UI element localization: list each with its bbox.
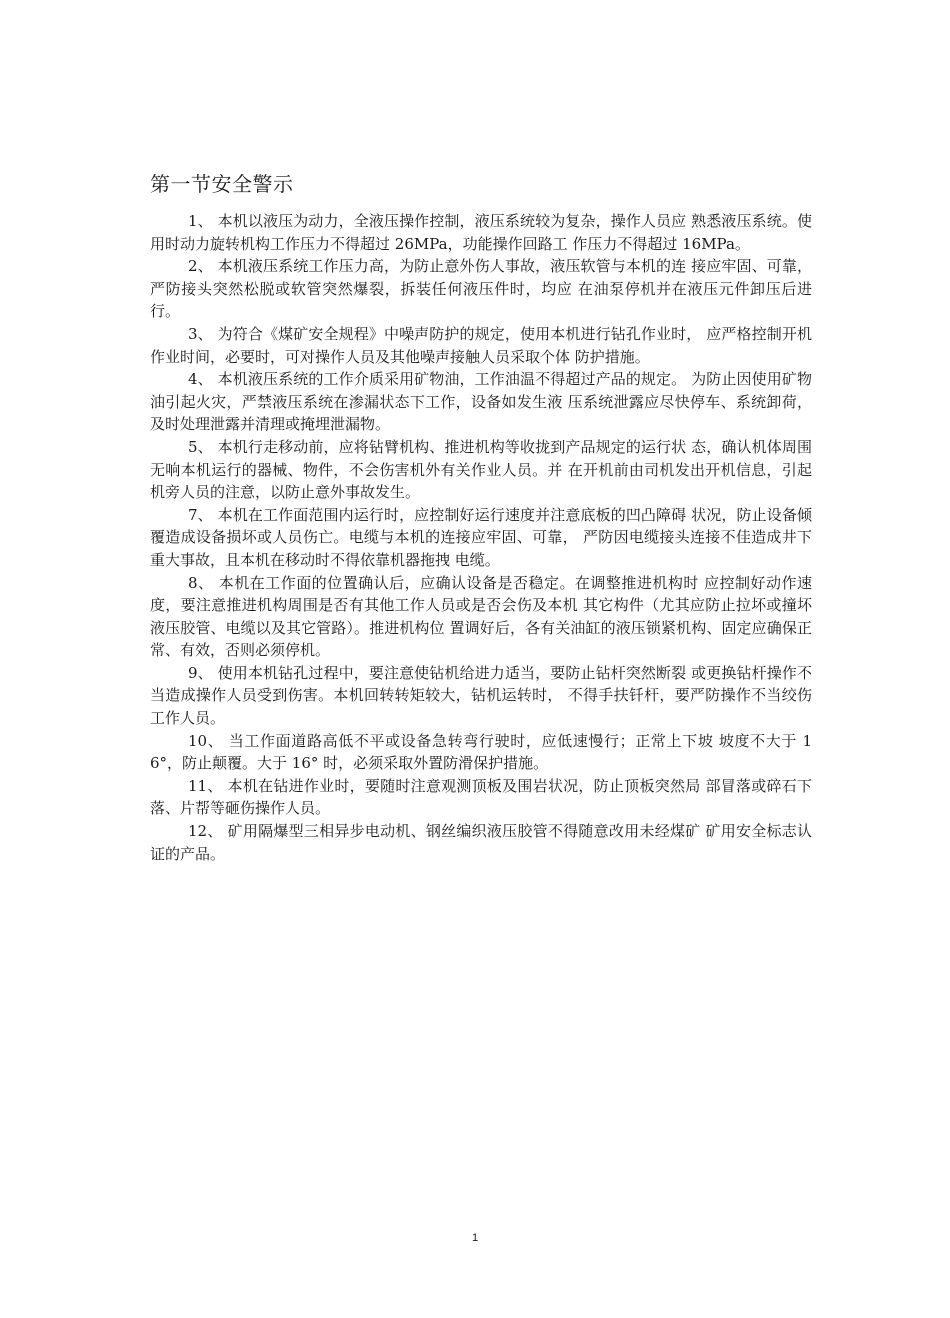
paragraph-3: 3、 为符合《煤矿安全规程》中噪声防护的规定，使用本机进行钻孔作业时， 应严格控制开机作业时间，必要时，可对操作人员及其他噪声接触人员采取个体 防护措施。 xyxy=(150,324,812,366)
paragraph-10: 10、 当工作面道路高低不平或设备急转弯行驶时，应低速慢行；正常上下坡 坡度不大于 16°，防止颠覆。大于 16° 时，必须采取外置防滑保护措施。 xyxy=(150,731,812,773)
paragraph-7: 7、 本机在工作面范围内运行时，应控制好运行速度并注意底板的凹凸障碍 状况，防止设备倾覆造成设备损坏或人员伤亡。电缆与本机的连接应牢固、可靠， 严防因电缆接头连接不佳造成井下重大事故，且本机在移动时不得依靠机器拖拽 电缆。 xyxy=(150,505,812,569)
paragraph-4: 4、 本机液压系统的工作介质采用矿物油，工作油温不得超过产品的规定。 为防止因使用矿物油引起火灾，严禁液压系统在渗漏状态下工作，设备如发生液 压系统泄露应尽快停车、系统卸荷，及时处理泄露并清理或掩埋泄漏物。 xyxy=(150,370,812,434)
paragraph-1: 1、 本机以液压为动力，全液压操作控制，液压系统较为复杂，操作人员应 熟悉液压系统。使用时动力旋转机构工作压力不得超过 26MPa，功能操作回路工 作压力不得超过 16MPa。 xyxy=(150,212,812,253)
body-text xyxy=(150,210,812,865)
page-number: 1 xyxy=(471,1232,479,1244)
paragraph-12: 12、 矿用隔爆型三相异步电动机、钢丝编织液压胶管不得随意改用未经煤矿 矿用安全标志认证的产品。 xyxy=(150,822,812,863)
paragraph-2: 2、 本机液压系统工作压力高，为防止意外伤人事故，液压软管与本机的连 接应牢固、可靠，严防接头突然松脱或软管突然爆裂，拆装任何液压件时，均应 在油泵停机并在液压元件卸压后进行。 xyxy=(150,257,812,321)
paragraph-8: 8、 本机在工作面的位置确认后，应确认设备是否稳定。在调整推进机构时 应控制好动作速度，要注意推进机构周围是否有其他工作人员或是否会伤及本机 其它构件（尤其应防止拉坏或撞坏液压胶管、电缆以及其它管路）。推进机构位 置调好后，各有关油缸的液压锁紧机构、固定应确保正常、有效，否则必须停机。 xyxy=(150,573,812,660)
paragraph-5: 5、 本机行走移动前，应将钻臂机构、推进机构等收拢到产品规定的运行状 态，确认机体周围无响本机运行的器械、物件，不会伤害机外有关作业人员。并 在开机前由司机发出开机信息，引起机旁人员的注意，以防止意外事故发生。 xyxy=(150,437,812,502)
section-title: 第一节安全警示 xyxy=(150,172,294,196)
paragraph-11: 11、 本机在钻进作业时，要随时注意观测顶板及围岩状况，防止顶板突然局 部冒落或碎石下落、片帮等砸伤操作人员。 xyxy=(150,776,812,818)
paragraph-9: 9、 使用本机钻孔过程中，要注意使钻机给进力适当，要防止钻杆突然断裂 或更换钻杆操作不当造成操作人员受到伤害。本机回转转矩较大，钻机运转时， 不得手扶钎杆，要严防操作不当绞伤工作人员。 xyxy=(150,663,812,728)
